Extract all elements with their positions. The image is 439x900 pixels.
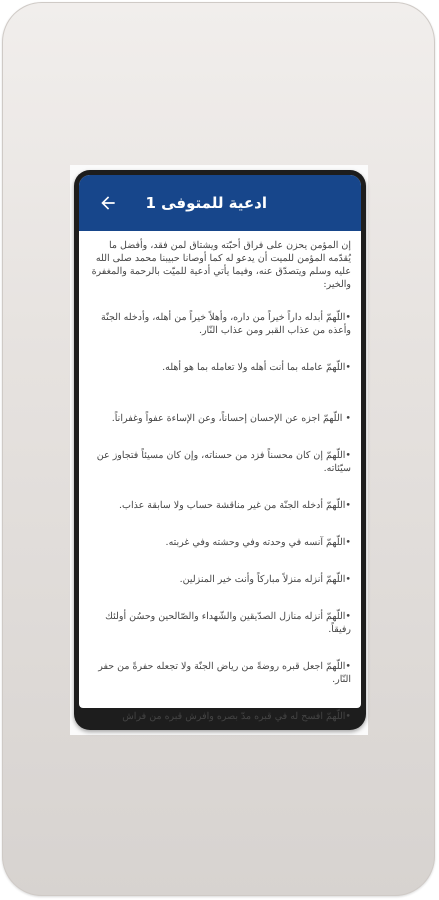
prayer-item: •اللّهمّ أبدله داراً خيراً من داره، وأهلاً خيراً من أهله، وأدخله الجنّة وأعذه من عذاب القبر ومن عذاب النّار. bbox=[101, 312, 351, 336]
prayer-item: • اللّهمّ اجزه عن الإحسان إحساناً، وعن الإساءة عفواً وغفراناً. bbox=[111, 413, 351, 424]
page-title: ادعية للمتوفى 1 bbox=[145, 194, 267, 212]
app-screen bbox=[79, 175, 361, 722]
phone-mockup bbox=[74, 170, 366, 730]
prayer-item: •اللّهمّ اجعل قبره روضةً من رياض الجنّة ولا تجعله حفرةً من حفر النّار. bbox=[98, 661, 351, 685]
prayer-item: •اللّهمّ أنزله منزلاً مباركاً وأنت خير المنزلين. bbox=[179, 574, 351, 585]
prayer-item: •اللّهمّ افسح له في قبره مدّ بصره وافرش قبره من فراش bbox=[122, 711, 351, 722]
intro-paragraph: إن المؤمن يحزن على فراق أحبّته ويشتاق لمن فقد، وأفضل ما يُقدّمه المؤمن للميت أن يدعو له كما أوصانا حبيبنا محمد صلى الله عليه وسلم ويتصدّق عنه، وفيما يأتي أدعية للميّت بالرحمة والمغفرة والخير: bbox=[91, 240, 351, 290]
prayer-item: •اللّهمّ أدخله الجنّة من غير مناقشة حساب ولا سابقة عذاب. bbox=[119, 500, 351, 511]
app-bar bbox=[79, 175, 361, 231]
prayer-item: •اللّهمّ آنسه في وحدته وفي وحشته وفي غربته. bbox=[165, 537, 351, 548]
back-button[interactable] bbox=[97, 192, 119, 214]
arrow-left-icon bbox=[98, 193, 118, 213]
prayer-item: •اللّهمّ عامله بما أنت أهله ولا تعامله بما هو أهله. bbox=[162, 362, 351, 373]
prayers-content bbox=[79, 231, 361, 723]
prayer-item: •اللّهمّ إن كان محسناً فزد من حسناته، وإن كان مسيئاً فتجاوز عن سيّئاته. bbox=[96, 450, 351, 474]
prayer-item: •اللّهمّ أنزله منازل الصدّيقين والشّهداء والصّالحين وحسُن أولئك رفيقاً. bbox=[105, 611, 351, 635]
